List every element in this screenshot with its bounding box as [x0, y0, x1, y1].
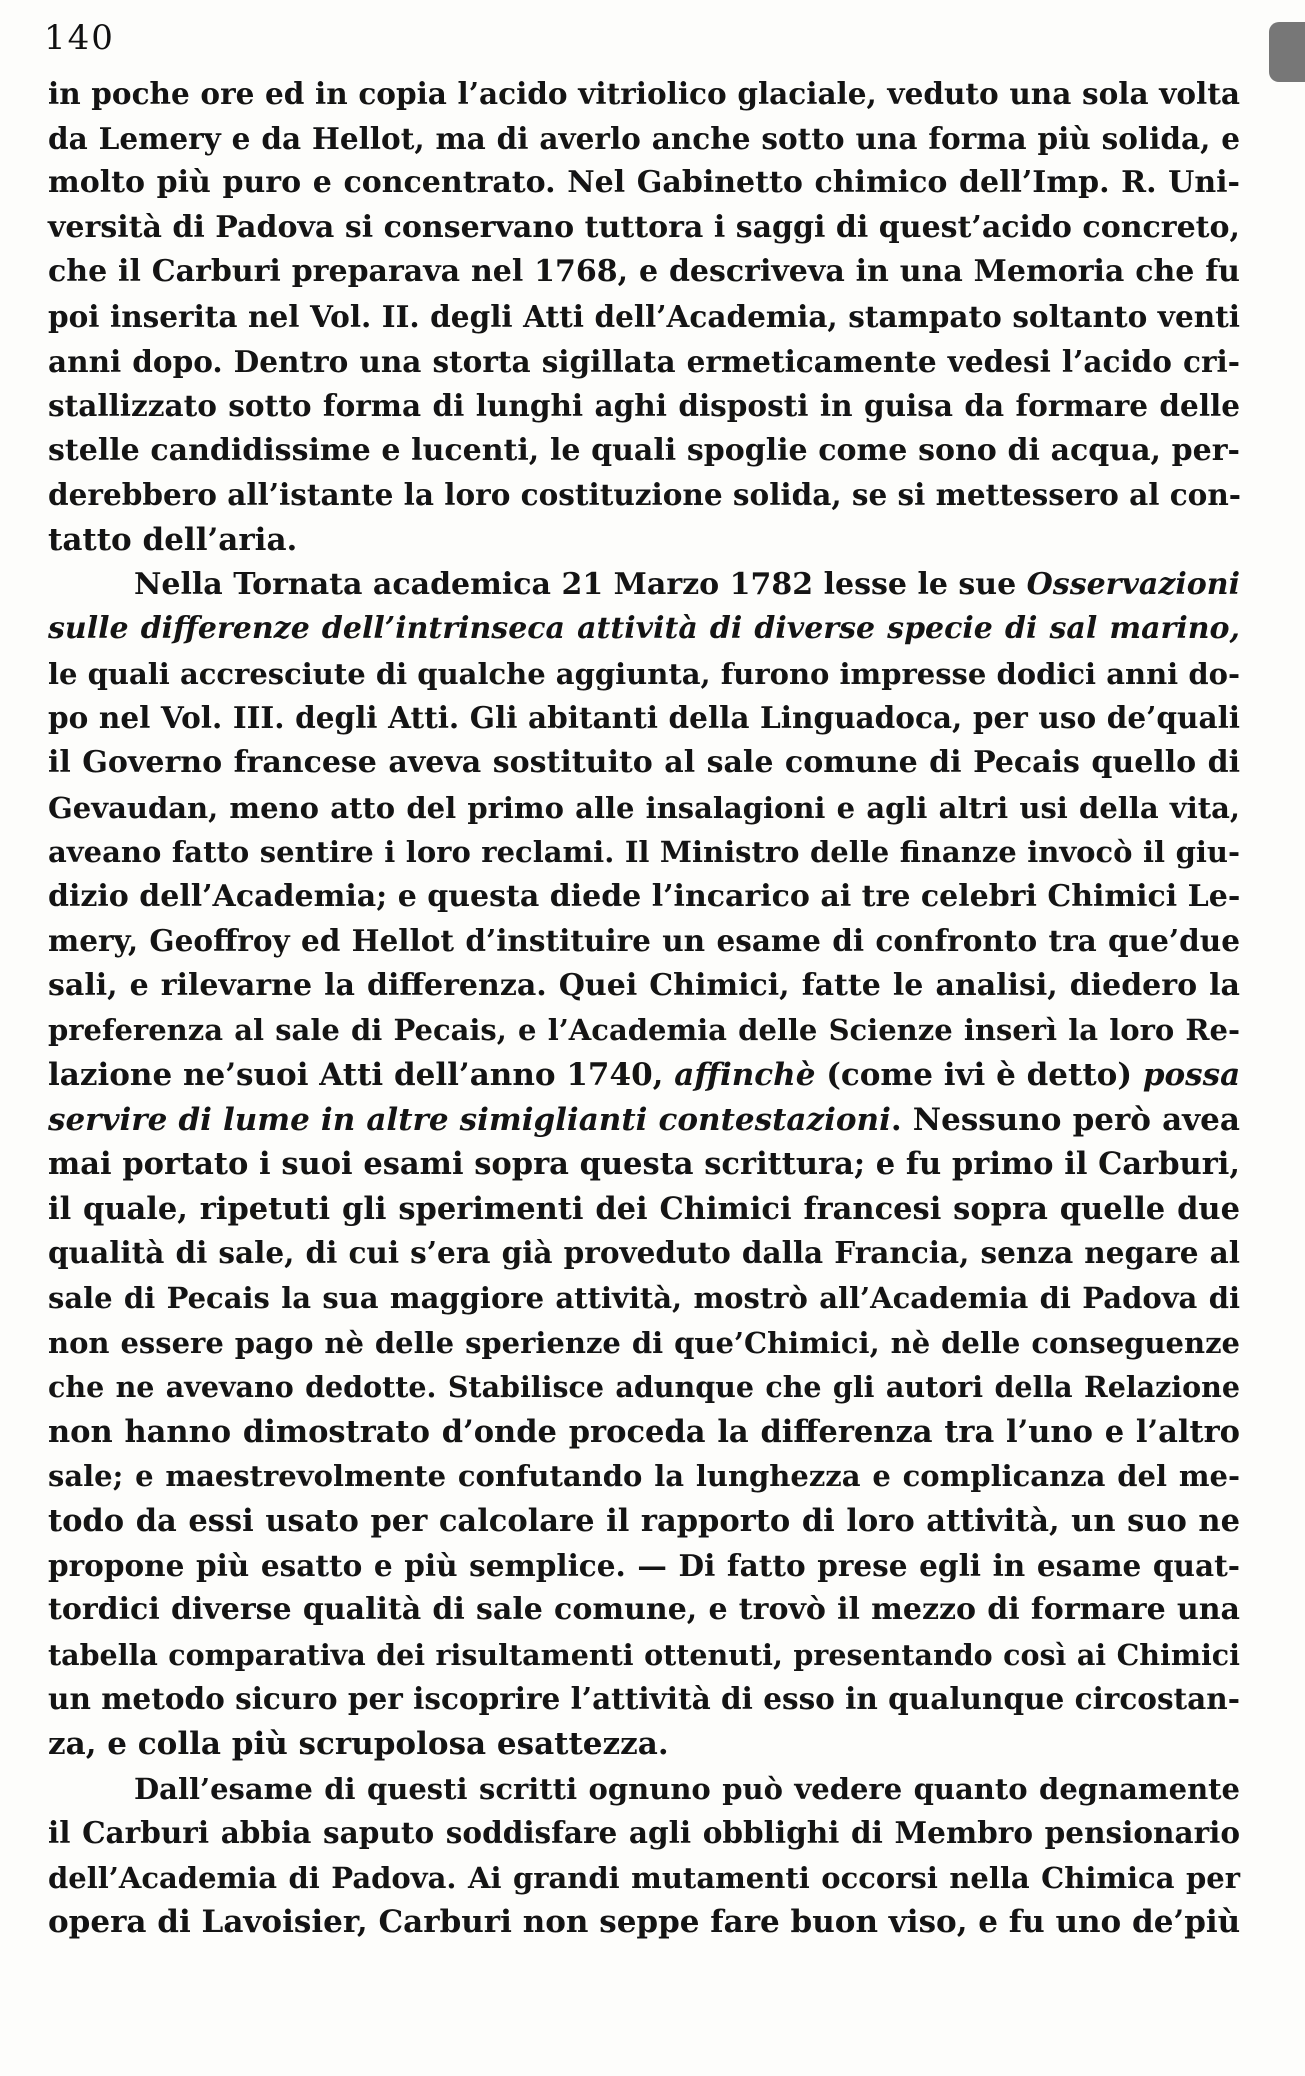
- text-line: il Governo francese aveva sostituito al sale comune di Pecais quello di: [48, 744, 1240, 780]
- text-line: poi inserita nel Vol. II. degli Atti dell’Academia, stampato soltanto venti: [48, 298, 1240, 334]
- text-line: Dall’esame di questi scritti ognuno può vedere quanto degnamente: [134, 1771, 1240, 1806]
- text-line: il quale, ripetuti gli sperimenti dei Chimici francesi sopra quelle due: [48, 1190, 1240, 1227]
- text-line: todo da essi usato per calcolare il rapporto di loro attività, un suo ne: [48, 1503, 1240, 1539]
- page-number: 140: [44, 18, 115, 58]
- text-line: aveano fatto sentire i loro reclami. Il Ministro delle finanze invocò il giu-: [48, 835, 1240, 870]
- text-line: po nel Vol. III. degli Atti. Gli abitanti della Linguadoca, per uso de’quali: [48, 700, 1240, 736]
- text-line: dizio dell’Academia; e questa diede l’incarico ai tre celebri Chimici Le-: [48, 878, 1241, 914]
- text-line: propone più esatto e più semplice. — Di fatto prese egli in esame quat-: [48, 1547, 1240, 1583]
- text-line: Gevaudan, meno atto del primo alle insalagioni e agli altri usi della vita,: [48, 790, 1240, 825]
- text-line: za, e colla più scrupolosa esattezza.: [48, 1725, 669, 1762]
- text-line: non essere pago nè delle sperienze di que’Chimici, nè delle conseguenze: [48, 1325, 1240, 1360]
- text-line: anni dopo. Dentro una storta sigillata ermeticamente vedesi l’acido cri-: [48, 343, 1240, 379]
- text-line: un metodo sicuro per iscoprire l’attività di esso in qualunque circostan-: [48, 1681, 1240, 1717]
- text-line: dell’Academia di Padova. Ai grandi mutamenti occorsi nella Chimica per: [48, 1860, 1240, 1895]
- italic-segment: servire di lume in altre simiglianti contestazioni: [48, 1101, 891, 1138]
- text-line: il Carburi abbia saputo soddisfare agli obblighi di Membro pensionario: [48, 1815, 1240, 1851]
- text-line: preferenza al sale di Pecais, e l’Academia delle Scienze inserì la loro Re-: [48, 1013, 1240, 1048]
- text-segment: . Nessuno però avea: [890, 1101, 1240, 1138]
- text-segment: (come ivi è detto): [815, 1057, 1143, 1094]
- text-line: stallizzato sotto forma di lunghi aghi disposti in guisa da formare delle: [48, 388, 1240, 424]
- italic-segment: affinchè: [674, 1057, 816, 1094]
- text-line: sali, e rilevarne la differenza. Quei Chimici, fatte le analisi, diedero la: [48, 967, 1240, 1003]
- italic-segment: possa: [1142, 1057, 1241, 1094]
- text-line: non hanno dimostrato d’onde proceda la differenza tra l’uno e l’altro: [48, 1413, 1240, 1450]
- text-line: [48, 1098, 1240, 1143]
- text-line: in poche ore ed in copia l’acido vitriolico glaciale, veduto una sola volta: [48, 76, 1240, 111]
- text-line: sale; e maestrevolmente confutando la lunghezza e complicanza del me-: [48, 1459, 1240, 1494]
- text-line: [48, 1053, 1240, 1098]
- italic-segment: Osservazioni: [1026, 566, 1240, 602]
- body-text: [48, 72, 1240, 1945]
- text-line: molto più puro e concentrato. Nel Gabinetto chimico dell’Imp. R. Uni-: [48, 165, 1240, 201]
- text-segment: lazione ne’suoi Atti dell’anno 1740,: [48, 1057, 675, 1094]
- text-line: tordici diverse qualità di sale comune, e trovò il mezzo di formare una: [48, 1592, 1240, 1628]
- text-line: che il Carburi preparava nel 1768, e descriveva in una Memoria che fu: [48, 254, 1240, 290]
- text-line: versità di Padova si conservano tuttora i saggi di quest’acido concreto,: [48, 209, 1240, 245]
- text-line: che ne avevano dedotte. Stabilisce adunque che gli autori della Relazione: [48, 1370, 1240, 1405]
- text-line: sale di Pecais la sua maggiore attività, mostrò all’Academia di Padova di: [48, 1281, 1240, 1316]
- text-line: le quali accresciute di qualche aggiunta, furono impresse dodici anni do-: [48, 656, 1240, 691]
- text-line: qualità di sale, di cui s’era già proveduto dalla Francia, senza negare al: [48, 1235, 1240, 1271]
- text-line: mai portato i suoi esami sopra questa scrittura; e fu primo il Carburi,: [48, 1146, 1240, 1183]
- text-line: [48, 607, 1240, 652]
- text-line: stelle candidissime e lucenti, le quali spoglie come sono di acqua, per-: [48, 432, 1240, 468]
- text-line: opera di Lavoisier, Carburi non seppe fare buon viso, e fu uno de’più: [48, 1904, 1241, 1941]
- text-line: [48, 563, 1240, 608]
- italic-segment: sulle differenze dell’intrinseca attività di diverse specie di sal marino,: [48, 611, 1240, 647]
- text-line: mery, Geoffroy ed Hellot d’instituire un esame di confronto tra que’due: [48, 923, 1240, 959]
- page-corner-tab[interactable]: [1269, 22, 1305, 82]
- text-line: da Lemery e da Hellot, ma di averlo anche sotto una forma più solida, e: [48, 120, 1240, 156]
- text-line: derebbero all’istante la loro costituzione solida, se si mettessero al con-: [48, 477, 1242, 513]
- text-line: tatto dell’aria.: [48, 521, 298, 558]
- text-segment: Nella Tornata academica 21 Marzo 1782 lesse le sue: [134, 566, 1027, 602]
- text-line: tabella comparativa dei risultamenti ottenuti, presentando così ai Chimici: [48, 1637, 1240, 1672]
